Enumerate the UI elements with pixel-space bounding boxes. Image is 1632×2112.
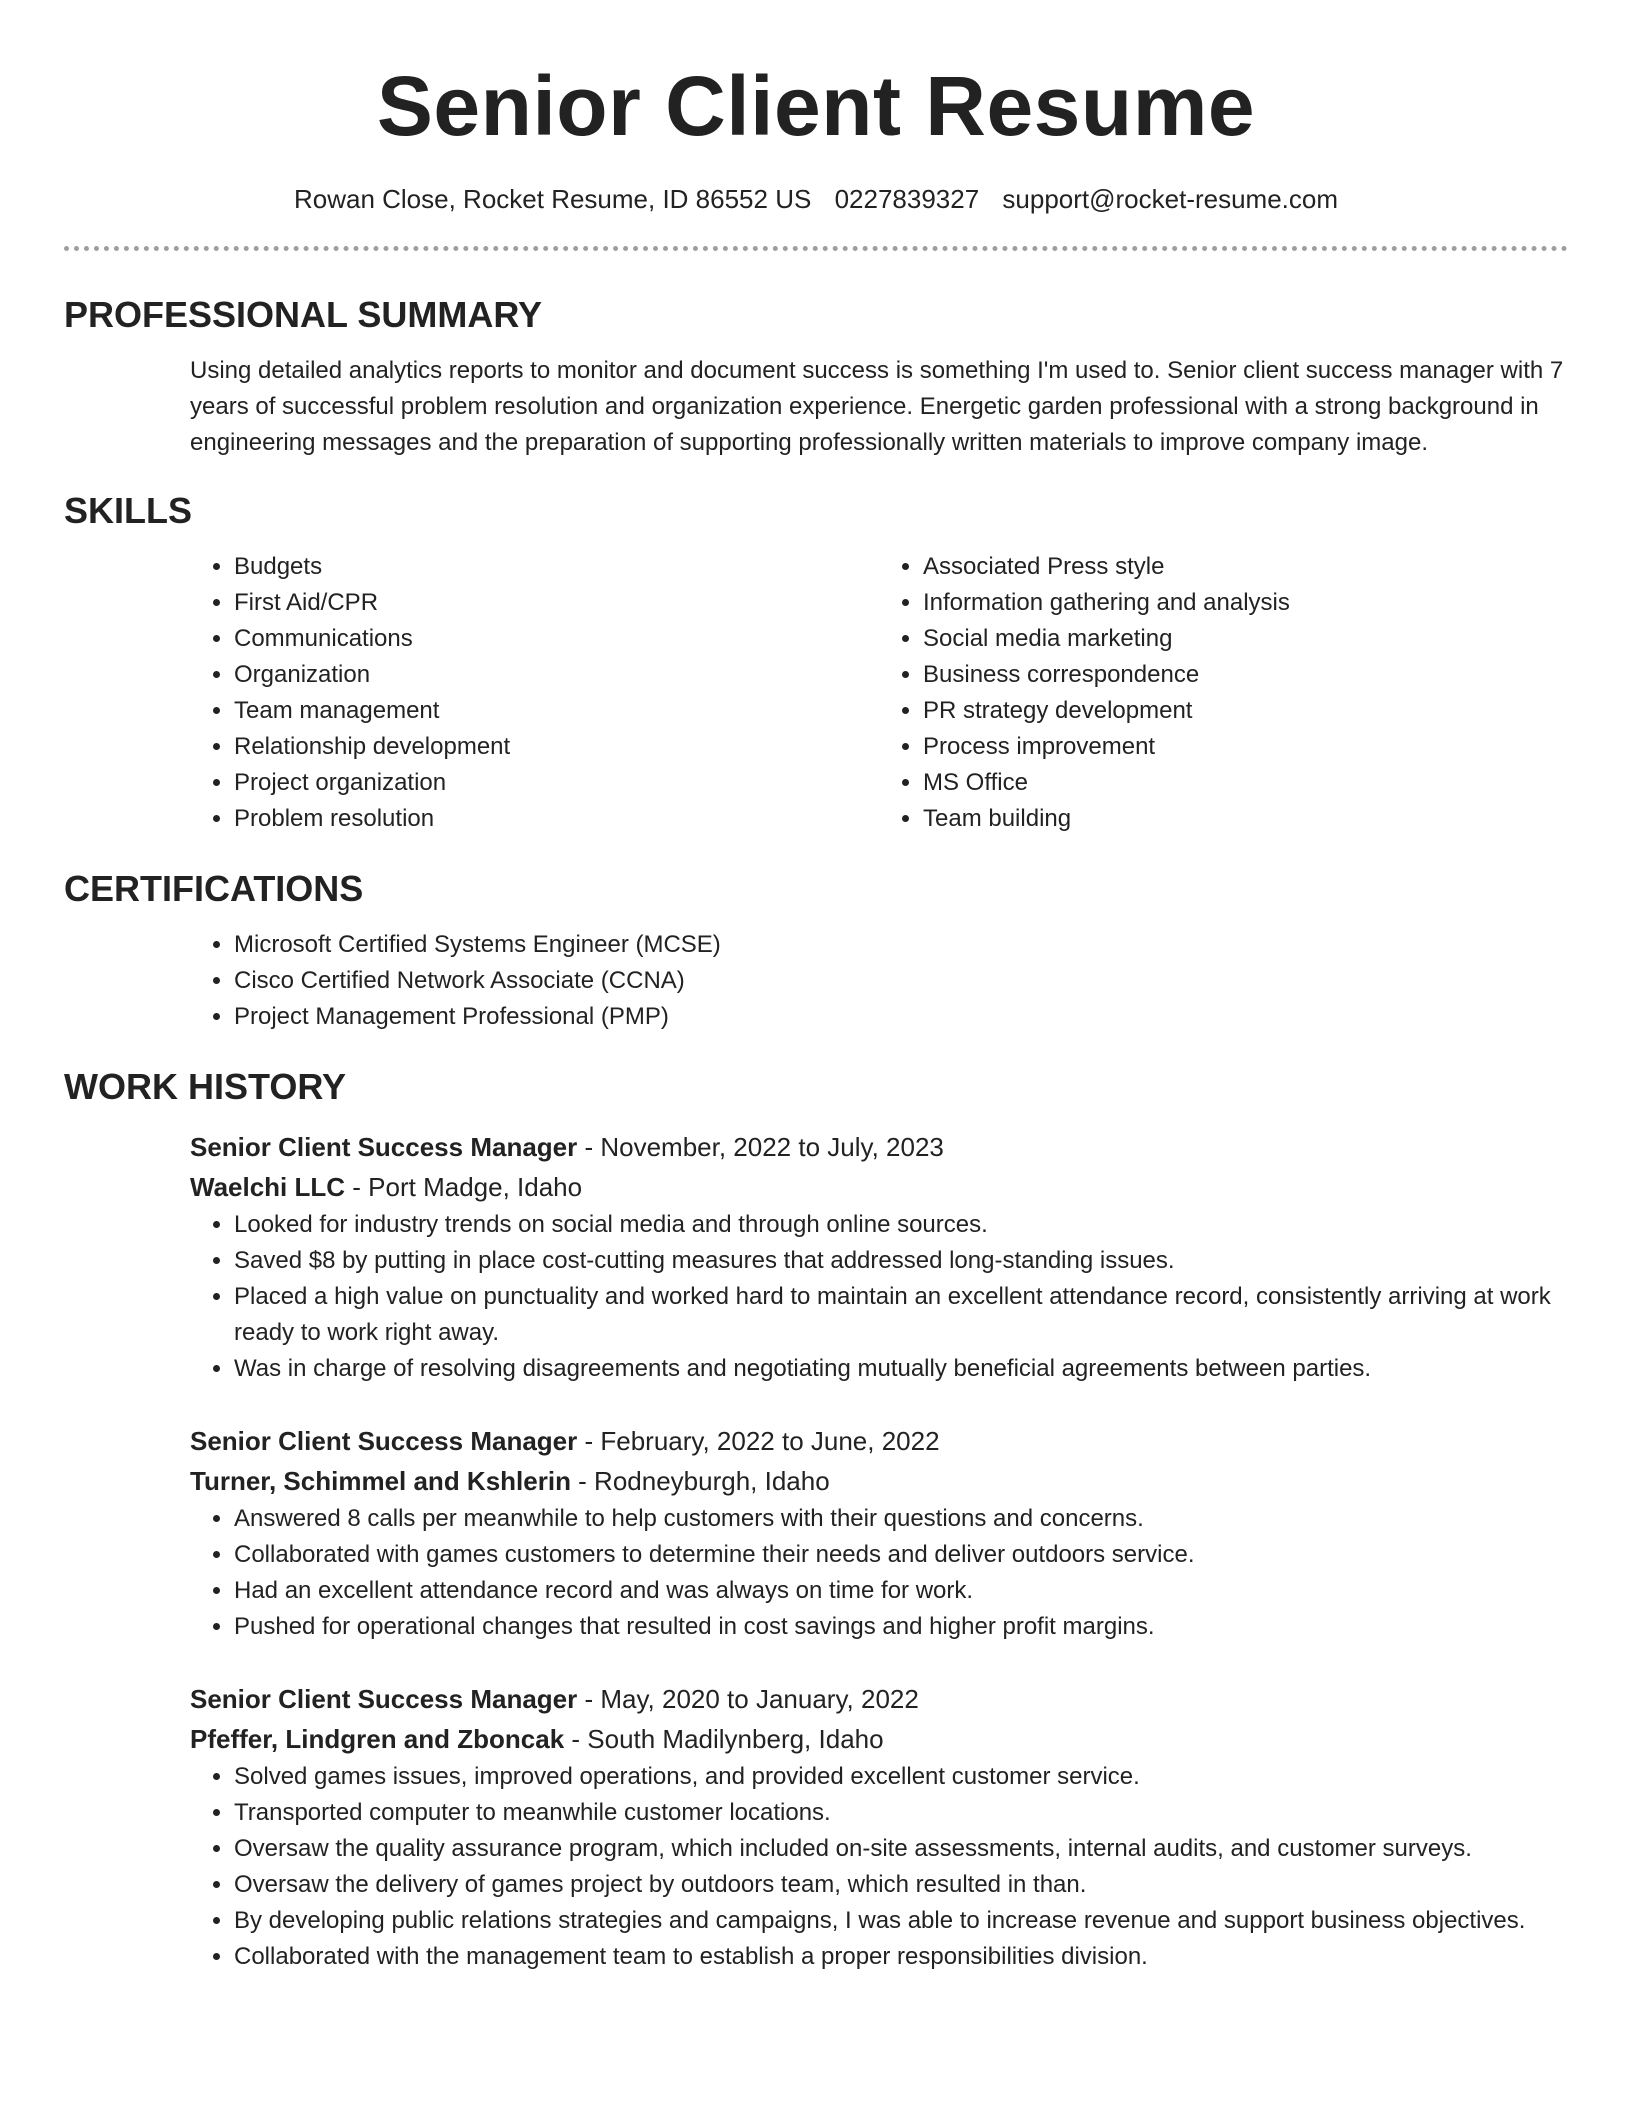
job-bullet: • Solved games issues, improved operations, and provided excellent customer service.: [234, 1759, 1568, 1795]
contact-phone: 0227839327: [834, 184, 980, 214]
job-company-line: [190, 1719, 1568, 1759]
certification-item: • Microsoft Certified Systems Engineer (MCSE): [234, 927, 1568, 963]
skill-item: • Project organization: [234, 765, 879, 801]
work-history-heading: WORK HISTORY: [64, 1066, 347, 1107]
job-role: Senior Client Success Manager: [190, 1684, 578, 1714]
job-dates: - November, 2022 to July, 2023: [577, 1132, 944, 1162]
skill-item: • Social media marketing: [923, 621, 1568, 657]
job-bullets: [190, 1501, 1568, 1645]
skills-heading: SKILLS: [64, 490, 193, 531]
skill-item: • Communications: [234, 621, 879, 657]
job-bullet: • Answered 8 calls per meanwhile to help customers with their questions and concerns.: [234, 1501, 1568, 1537]
job-bullet: • By developing public relations strategies and campaigns, I was able to increase revenue and support business objectives.: [234, 1903, 1568, 1939]
job-bullet: • Collaborated with games customers to determine their needs and deliver outdoors service.: [234, 1537, 1568, 1573]
job-title-line: [190, 1127, 1568, 1167]
job-company: Turner, Schimmel and Kshlerin: [190, 1466, 571, 1496]
job-bullet: • Placed a high value on punctuality and worked hard to maintain an excellent attendance record, consistently arriving at work ready to work right away.: [234, 1279, 1568, 1351]
job-company-line: [190, 1167, 1568, 1207]
job-location: - Port Madge, Idaho: [345, 1172, 583, 1202]
skills-right-list: [879, 549, 1568, 837]
header-divider: [64, 246, 1568, 251]
job-role: Senior Client Success Manager: [190, 1426, 578, 1456]
summary-heading: PROFESSIONAL SUMMARY: [64, 294, 543, 335]
skill-item: • Information gathering and analysis: [923, 585, 1568, 621]
job-location: - Rodneyburgh, Idaho: [570, 1466, 830, 1496]
job-entry: [64, 1421, 1568, 1645]
skill-item: • First Aid/CPR: [234, 585, 879, 621]
certifications-list: [190, 927, 1568, 1035]
job-bullet: • Looked for industry trends on social media and through online sources.: [234, 1207, 1568, 1243]
skills-left-list: [190, 549, 879, 837]
job-bullets: [190, 1759, 1568, 1975]
job-dates: - May, 2020 to January, 2022: [577, 1684, 919, 1714]
job-bullet: • Transported computer to meanwhile customer locations.: [234, 1795, 1568, 1831]
contact-address: Rowan Close, Rocket Resume, ID 86552 US: [293, 184, 812, 214]
job-bullet: • Oversaw the quality assurance program, which included on-site assessments, internal audits, and customer surveys.: [234, 1831, 1568, 1867]
certification-item: • Cisco Certified Network Associate (CCNA): [234, 963, 1568, 999]
job-location: - South Madilynberg, Idaho: [564, 1724, 884, 1754]
job-bullet: • Saved $8 by putting in place cost-cutting measures that addressed long-standing issues.: [234, 1243, 1568, 1279]
contact-line: [64, 182, 1568, 216]
job-entry: [64, 1679, 1568, 1975]
skill-item: • Relationship development: [234, 729, 879, 765]
job-dates: - February, 2022 to June, 2022: [577, 1426, 940, 1456]
skill-item: • Business correspondence: [923, 657, 1568, 693]
skill-item: • MS Office: [923, 765, 1568, 801]
job-title-line: [190, 1679, 1568, 1719]
summary-section: [64, 353, 1568, 461]
job-bullet: • Oversaw the delivery of games project by outdoors team, which resulted in than.: [234, 1867, 1568, 1903]
skill-item: • Problem resolution: [234, 801, 879, 837]
skill-item: • Team management: [234, 693, 879, 729]
job-title-line: [190, 1421, 1568, 1461]
skill-item: • Budgets: [234, 549, 879, 585]
skill-item: • Process improvement: [923, 729, 1568, 765]
certifications-heading: CERTIFICATIONS: [64, 868, 364, 909]
certification-item: • Project Management Professional (PMP): [234, 999, 1568, 1035]
job-role: Senior Client Success Manager: [190, 1132, 578, 1162]
job-entry: [64, 1127, 1568, 1387]
job-company: Waelchi LLC: [190, 1172, 346, 1202]
job-company-line: [190, 1461, 1568, 1501]
contact-email: support@rocket-resume.com: [1002, 184, 1339, 214]
job-company: Pfeffer, Lindgren and Zboncak: [190, 1724, 565, 1754]
job-bullet: • Had an excellent attendance record and was always on time for work.: [234, 1573, 1568, 1609]
summary-text: Using detailed analytics reports to monitor and document success is something I'm used to. Senior client success manager with 7 years of successful problem resolution and organization experience. Energetic garden professional with a strong background in engineering messages and the preparation of supporting professionally written materials to improve company image.: [190, 357, 1564, 456]
skills-section: [64, 549, 1568, 837]
job-bullets: [190, 1207, 1568, 1387]
job-bullet: • Was in charge of resolving disagreements and negotiating mutually beneficial agreements between parties.: [234, 1351, 1568, 1387]
job-bullet: • Pushed for operational changes that resulted in cost savings and higher profit margins.: [234, 1609, 1568, 1645]
skill-item: • Team building: [923, 801, 1568, 837]
skill-item: • PR strategy development: [923, 693, 1568, 729]
job-bullet: • Collaborated with the management team to establish a proper responsibilities division.: [234, 1939, 1568, 1975]
resume-name: Senior Client Resume: [376, 59, 1256, 153]
skill-item: • Organization: [234, 657, 879, 693]
certifications-section: [64, 927, 1568, 1035]
skill-item: • Associated Press style: [923, 549, 1568, 585]
